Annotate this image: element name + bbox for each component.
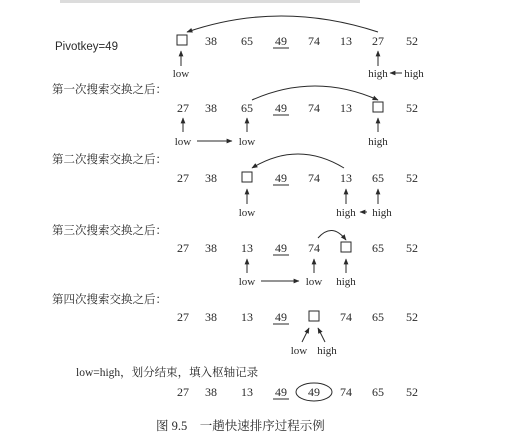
cell-r5-4: 49	[308, 385, 320, 399]
cell-r4-0: 27	[177, 310, 189, 324]
cropped-top-remnant	[60, 0, 360, 3]
cell-r4-1: 38	[205, 310, 217, 324]
cell-r3-7: 52	[406, 241, 418, 255]
cell-r0-7: 52	[406, 34, 418, 48]
row-4	[177, 310, 418, 324]
high-label-r0: high	[368, 68, 388, 80]
low-label-r4: low	[290, 345, 308, 357]
cell-r5-6: 65	[372, 385, 384, 399]
cell-r1-7: 52	[406, 101, 418, 115]
low-label-r3a: low	[238, 276, 256, 288]
low-label-r1b: low	[238, 136, 256, 148]
cell-r2-4: 74	[308, 171, 320, 185]
high-label-r4: high	[317, 345, 337, 357]
cell-r4-3: 49	[275, 310, 287, 324]
final-label: low=high，划分结束，填入枢轴记录	[76, 367, 259, 379]
cell-r1-4: 74	[308, 101, 320, 115]
step2-label: 第二次搜索交换之后：	[52, 154, 167, 166]
high-arrow-r4	[318, 328, 325, 342]
cell-r4-5: 74	[340, 310, 352, 324]
cell-r1-0: 27	[177, 101, 189, 115]
row-3	[177, 241, 418, 255]
cell-r3-6: 65	[372, 241, 384, 255]
high-label-r3: high	[336, 276, 356, 288]
low-arrow-r4	[302, 328, 309, 342]
cell-r1-1: 38	[205, 101, 217, 115]
empty-slot	[242, 172, 252, 182]
cell-r3-3: 49	[275, 241, 287, 255]
cell-r1-5: 13	[340, 101, 352, 115]
cell-r0-3: 49	[275, 34, 287, 48]
row-0	[177, 34, 418, 48]
move-arc-r3	[318, 230, 346, 240]
cell-r1-3: 49	[275, 101, 287, 115]
cell-r2-7: 52	[406, 171, 418, 185]
empty-slot	[309, 311, 319, 321]
cell-r0-5: 13	[340, 34, 352, 48]
cell-r5-0: 27	[177, 385, 189, 399]
cell-r5-3: 49	[275, 385, 287, 399]
cell-r3-2: 13	[241, 241, 253, 255]
cell-r5-2: 13	[241, 385, 253, 399]
move-arc-r1	[252, 86, 378, 100]
cell-r2-1: 38	[205, 171, 217, 185]
cell-r5-5: 74	[340, 385, 352, 399]
row-5	[177, 383, 418, 401]
low-label-r0: low	[172, 68, 190, 80]
row-2	[177, 171, 418, 185]
cell-r4-7: 52	[406, 310, 418, 324]
empty-slot	[341, 242, 351, 252]
cell-r3-0: 27	[177, 241, 189, 255]
cell-r1-2: 65	[241, 101, 253, 115]
empty-slot	[373, 102, 383, 112]
low-label-r2: low	[238, 207, 256, 219]
pivotkey-label: Pivotkey=49	[55, 41, 118, 53]
high-label-r1: high	[368, 136, 388, 148]
low-label-r1a: low	[174, 136, 192, 148]
high-label-r2b: high	[372, 207, 392, 219]
high-label-r2a: high	[336, 207, 356, 219]
step4-label: 第四次搜索交换之后：	[52, 294, 167, 306]
cell-r5-7: 52	[406, 385, 418, 399]
step1-label: 第一次搜索交换之后：	[52, 84, 167, 96]
empty-slot	[177, 35, 187, 45]
move-arc-r2	[252, 154, 344, 168]
cell-r2-5: 13	[340, 171, 352, 185]
cell-r2-3: 49	[275, 171, 287, 185]
cell-r0-6: 27	[372, 34, 384, 48]
figure-caption: 图 9.5 一趟快速排序过程示例	[156, 419, 325, 433]
cell-r0-2: 65	[241, 34, 253, 48]
cell-r5-1: 38	[205, 385, 217, 399]
high-label-r0b: high	[404, 68, 424, 80]
move-arc-r0	[187, 16, 378, 32]
row-1	[177, 101, 418, 115]
cell-r4-6: 65	[372, 310, 384, 324]
cell-r0-1: 38	[205, 34, 217, 48]
cell-r2-0: 27	[177, 171, 189, 185]
cell-r3-4: 74	[308, 241, 320, 255]
cell-r0-4: 74	[308, 34, 320, 48]
step3-label: 第三次搜索交换之后：	[52, 225, 167, 237]
cell-r4-2: 13	[241, 310, 253, 324]
cell-r2-6: 65	[372, 171, 384, 185]
low-label-r3b: low	[305, 276, 323, 288]
cell-r3-1: 38	[205, 241, 217, 255]
